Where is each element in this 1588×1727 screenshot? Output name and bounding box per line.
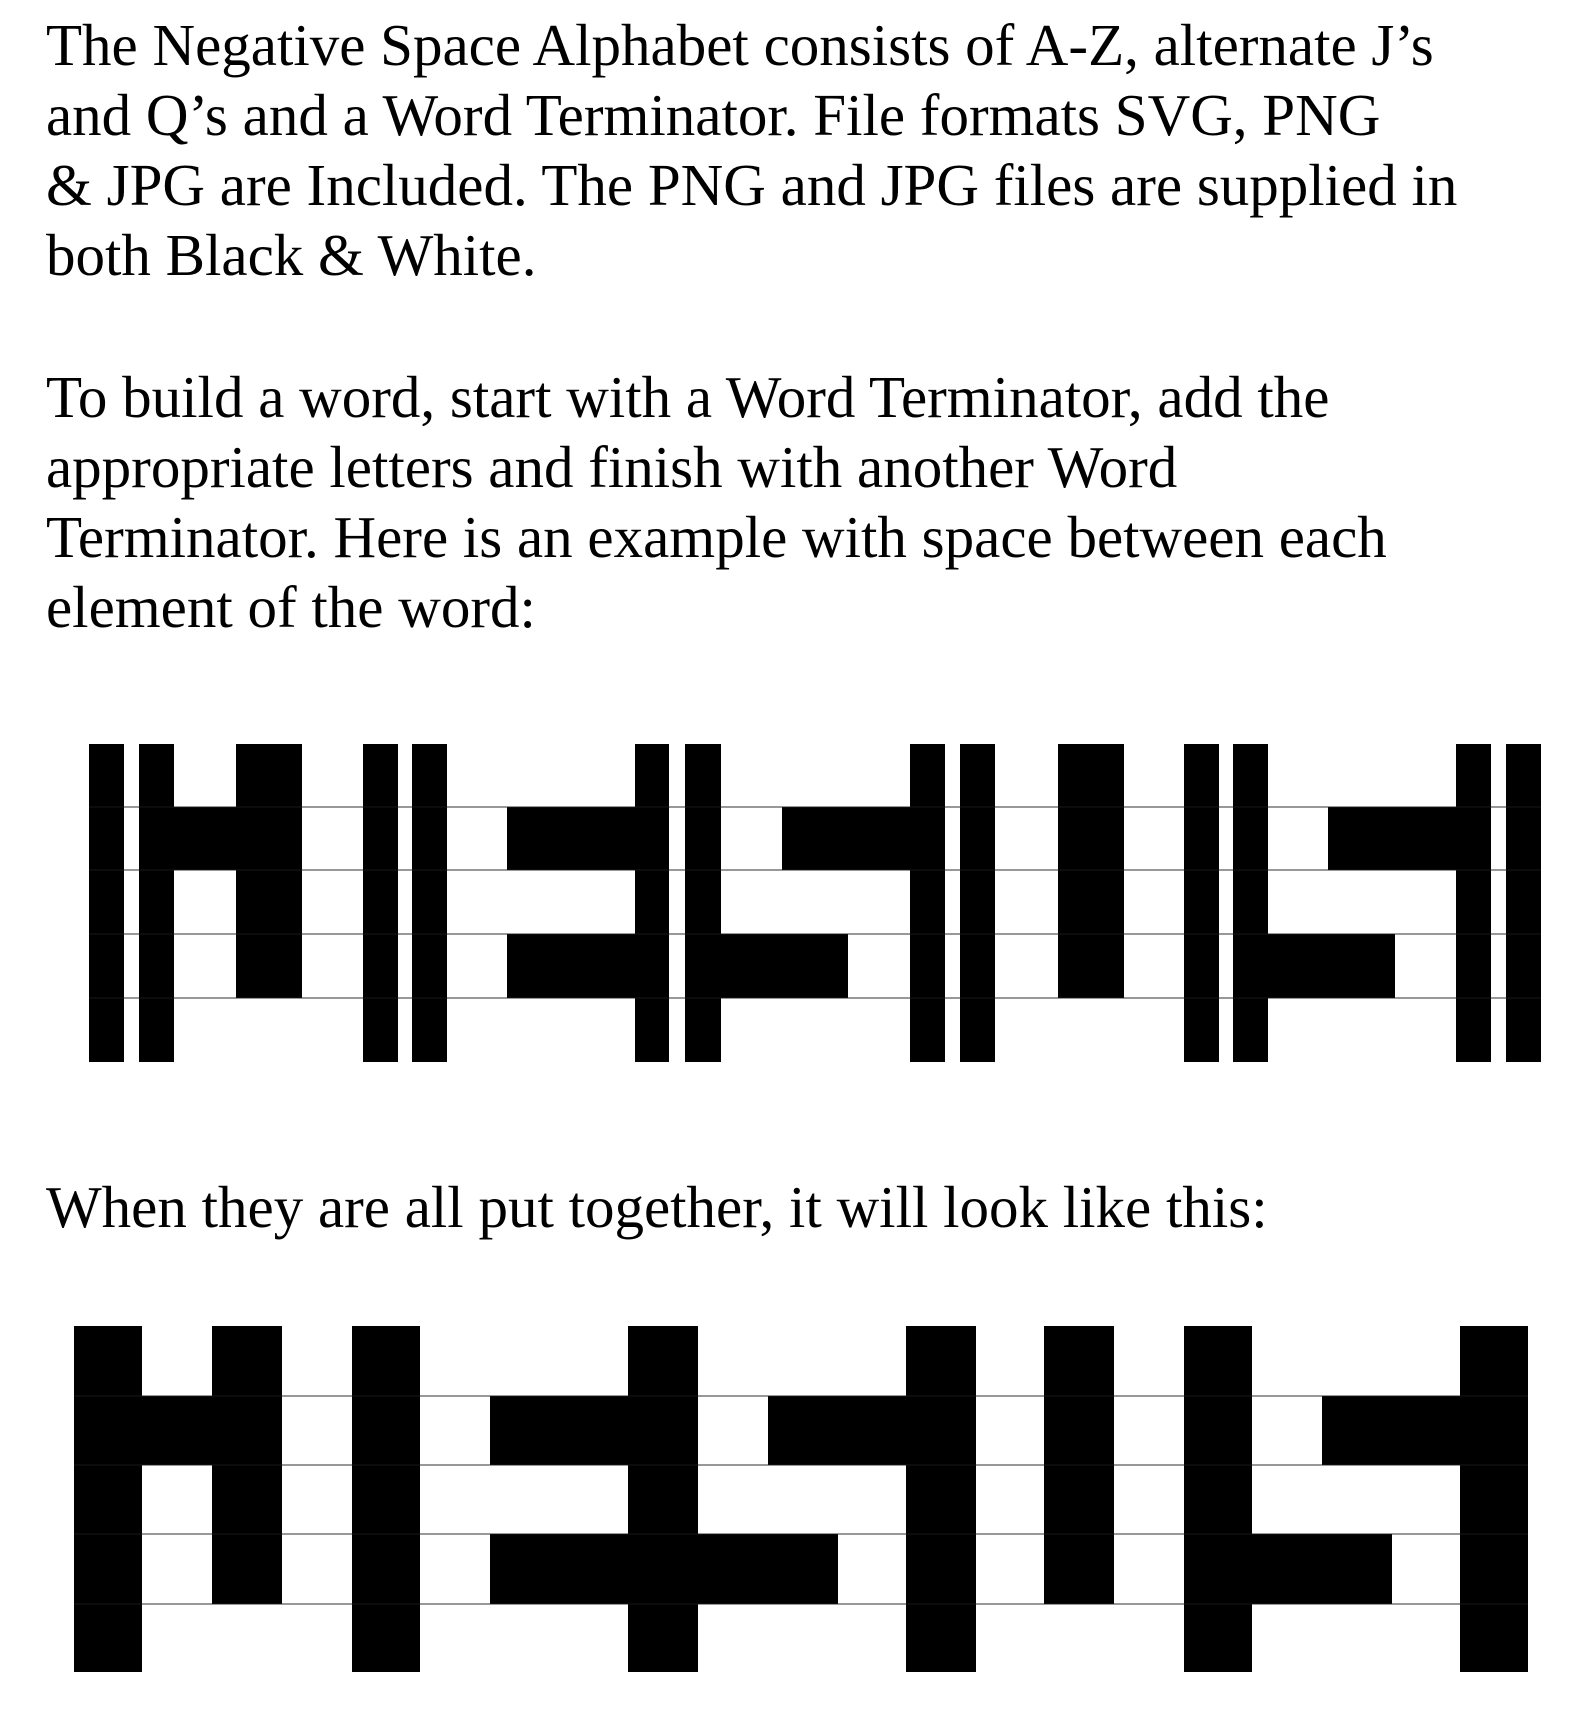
joined-word-glyphs [74, 1326, 1528, 1672]
joined-n-bottom-arm [1252, 1534, 1392, 1604]
spaced-word-glyphs [89, 744, 1541, 1062]
joined-i-bar [352, 1326, 420, 1672]
joined-s-stem [906, 1326, 976, 1672]
joined-n-top-arm [1322, 1396, 1460, 1465]
glyph-s-stem [685, 744, 721, 1062]
glyph-s-bottom-arm [721, 934, 848, 998]
spaced-word-figure [0, 744, 1588, 1070]
build-line-3: Terminator. Here is an example with space between each [46, 504, 1387, 570]
joined-e-top-arm [490, 1396, 628, 1465]
glyph-i-bar-2 [412, 744, 447, 1062]
intro-line-1: The Negative Space Alphabet consists of A-Z, alternate J’s [46, 12, 1434, 78]
glyph-e-bottom-arm [507, 934, 635, 998]
intro-line-3: & JPG are Included. The PNG and JPG files are supplied in [46, 152, 1458, 218]
joined-n-bar [1184, 1326, 1252, 1672]
joined-s-top-arm [768, 1396, 906, 1465]
joined-word-figure [0, 1326, 1588, 1680]
build-line-4: element of the word: [46, 574, 536, 640]
build-line-1: To build a word, start with a Word Terminator, add the [46, 364, 1330, 430]
intro-paragraph [46, 10, 1457, 290]
together-paragraph [46, 1172, 1268, 1242]
glyph-e-stem [635, 744, 669, 1062]
intro-line-4: both Black & White. [46, 222, 537, 288]
word-terminator-end-bar-2 [1506, 744, 1541, 1062]
joined-m-crossbar [142, 1396, 212, 1465]
glyph-s-top-arm [782, 807, 910, 870]
build-paragraph [46, 362, 1387, 642]
glyph-e-top-arm [507, 807, 635, 870]
glyph-n-bottom-arm [1268, 934, 1395, 998]
word-terminator-bar-1 [89, 744, 124, 1062]
glyph-h-bar-1 [960, 744, 995, 1062]
joined-end-bar [1460, 1326, 1528, 1672]
joined-e-stem [628, 1326, 698, 1672]
joined-bar-1 [74, 1326, 142, 1672]
glyph-n-top-arm [1328, 807, 1456, 870]
word-terminator-bar-2 [139, 744, 174, 1062]
joined-e-bottom-arm [490, 1534, 628, 1604]
glyph-s-right-stem [910, 744, 945, 1062]
glyph-i-bar-1 [363, 744, 398, 1062]
glyph-n-bar-2 [1233, 744, 1268, 1062]
joined-s-bottom-arm [698, 1534, 838, 1604]
glyph-n-bar-1 [1184, 744, 1219, 1062]
together-line: When they are all put together, it will look like this: [46, 1174, 1268, 1240]
build-line-2: appropriate letters and finish with another Word [46, 434, 1178, 500]
glyph-m-crossbar [174, 807, 236, 870]
intro-line-2: and Q’s and a Word Terminator. File formats SVG, PNG [46, 82, 1381, 148]
word-terminator-end-bar-1 [1456, 744, 1491, 1062]
